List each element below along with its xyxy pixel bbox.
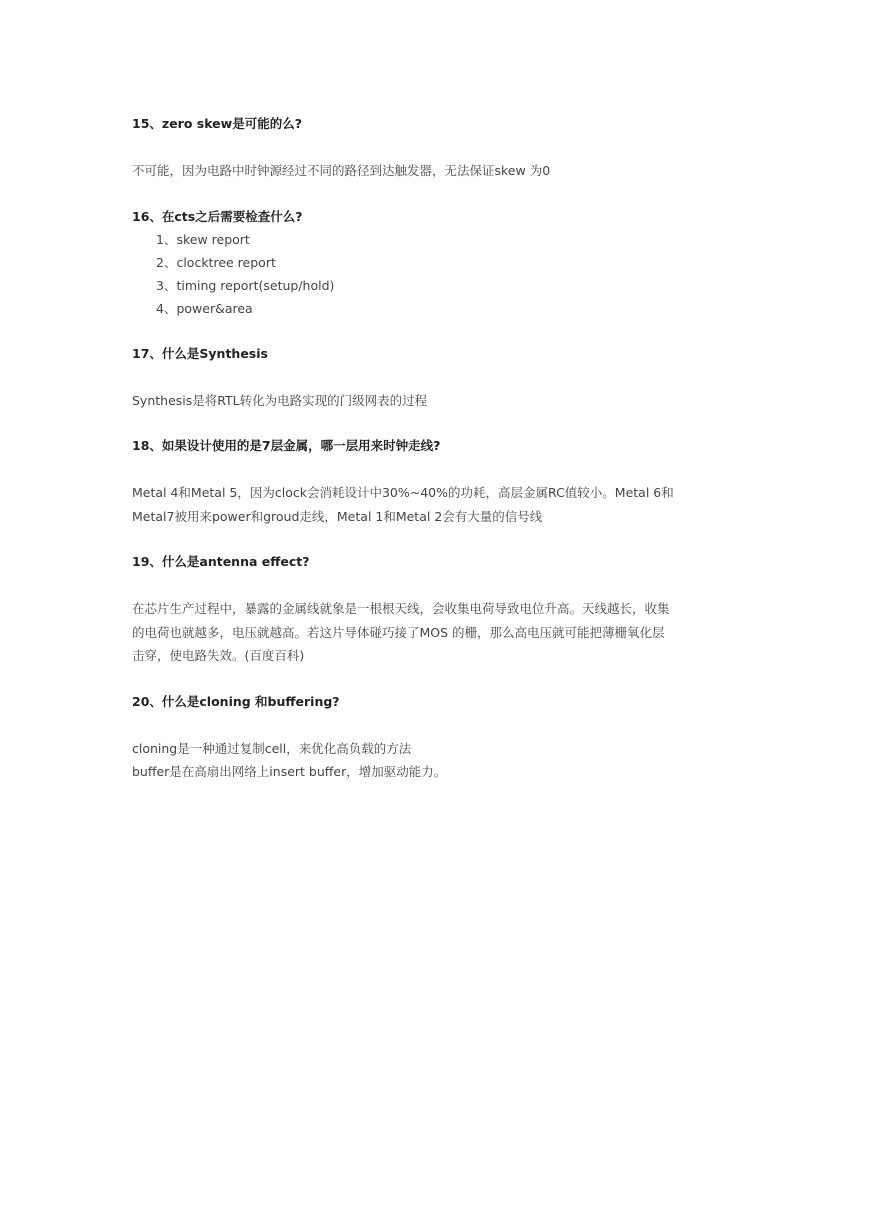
- question-19: [132, 550, 732, 668]
- question-title: 18、如果设计使用的是7层金属，哪一层用来时钟走线?: [132, 438, 441, 453]
- list-item: 4、power&area: [156, 300, 253, 316]
- answer-line: cloning是一种通过复制cell，来优化高负载的方法: [132, 740, 412, 756]
- answer-line: 击穿，使电路失效。(百度百科): [132, 648, 305, 663]
- list-item: 3、timing report(setup/hold): [156, 277, 335, 293]
- question-17: [132, 342, 732, 413]
- question-title: 15、zero skew是可能的么?: [132, 116, 302, 131]
- question-title: 16、在cts之后需要检查什么?: [132, 208, 303, 224]
- list-item: 1、skew report: [156, 231, 250, 247]
- question-15: [132, 112, 732, 183]
- answer-line: 在芯片生产过程中，暴露的金属线就象是一根根天线，会收集电荷导致电位升高。天线越长，收集: [132, 601, 670, 616]
- question-16: [132, 205, 732, 320]
- answer-line: 不可能，因为电路中时钟源经过不同的路径到达触发器，无法保证skew 为0: [132, 163, 551, 178]
- question-title: 17、什么是Synthesis: [132, 345, 268, 361]
- document-page: [132, 112, 732, 784]
- list-item: 2、clocktree report: [156, 254, 276, 270]
- question-20: [132, 690, 732, 784]
- question-title: 20、什么是cloning 和buffering?: [132, 693, 340, 709]
- answer-line: Synthesis是将RTL转化为电路实现的门级网表的过程: [132, 392, 428, 408]
- answer-line: buffer是在高扇出网络上insert buffer，增加驱动能力。: [132, 764, 447, 779]
- answer-line: 的电荷也就越多，电压就越高。若这片导体碰巧接了MOS 的栅，那么高电压就可能把薄栅氧化层: [132, 624, 665, 640]
- answer-line: Metal 4和Metal 5，因为clock会消耗设计中30%~40%的功耗，高层金属RC值较小。Metal 6和: [132, 485, 674, 500]
- answer-line: Metal7被用来power和groud走线，Metal 1和Metal 2会有大量的信号线: [132, 508, 543, 524]
- check-list: [132, 228, 732, 320]
- question-18: [132, 434, 732, 528]
- question-title: 19、什么是antenna effect?: [132, 554, 310, 569]
